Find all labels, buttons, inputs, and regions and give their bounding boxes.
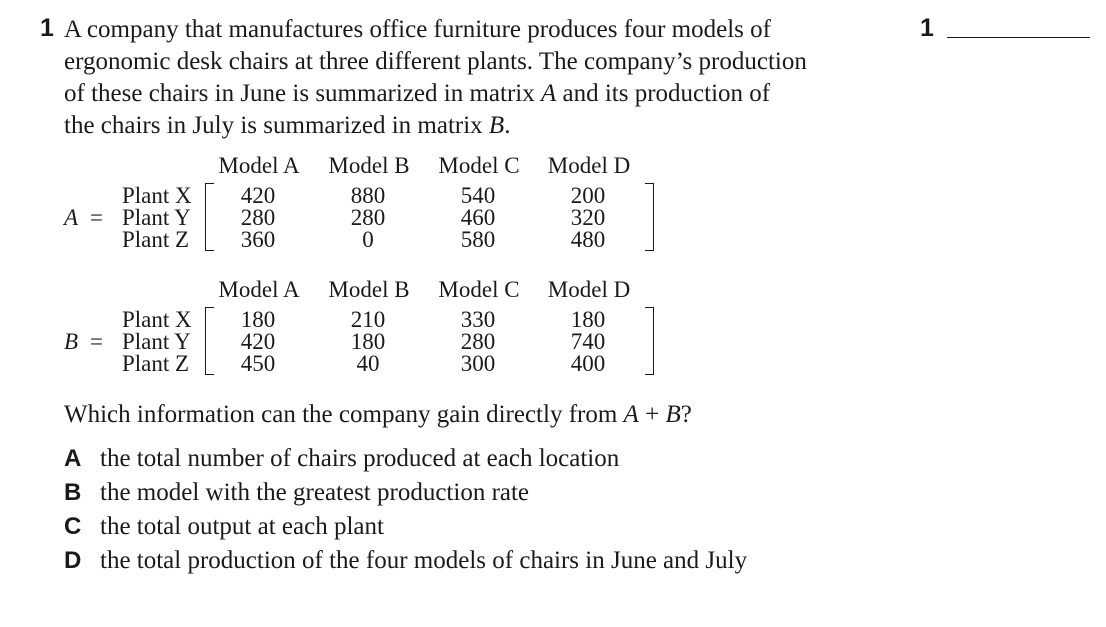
row-label: Plant Y [122, 329, 191, 354]
stem-line: of these chairs in June is summarized in matrix A and its production of [64, 80, 771, 107]
equals-sign: = [90, 205, 103, 230]
choice-letter: D [64, 547, 82, 574]
choice-text: the total production of the four models of chairs in June and July [100, 547, 748, 574]
question-prompt: Which information can the company gain directly from A + B? [64, 401, 692, 428]
choice-letter: B [64, 479, 82, 506]
left-bracket [205, 307, 214, 375]
matrix-cell: 580 [460, 227, 496, 252]
choice-a[interactable] [64, 444, 619, 474]
column-header: Model D [547, 277, 631, 302]
matrix-b [0, 279, 700, 379]
row-label: Plant X [122, 183, 192, 208]
matrix-cell: 180 [570, 307, 606, 332]
matrix-cell: 320 [570, 205, 606, 230]
matrix-cell: 400 [570, 351, 606, 376]
matrix-cell: 420 [240, 329, 276, 354]
matrix-cell: 740 [570, 329, 606, 354]
column-header: Model B [328, 277, 410, 302]
matrix-cell: 280 [460, 329, 496, 354]
equals-sign: = [90, 329, 103, 354]
column-header: Model A [218, 153, 300, 178]
matrix-cell: 0 [362, 227, 374, 252]
stem-line: ergonomic desk chairs at three different plants. The company’s production [64, 48, 807, 75]
row-label: Plant Z [122, 351, 190, 376]
right-bracket [645, 183, 654, 251]
column-header: Model A [218, 277, 300, 302]
row-label: Plant Y [122, 205, 191, 230]
matrix-cell: 300 [460, 351, 496, 376]
matrix-name: A [64, 205, 79, 230]
matrix-cell: 210 [350, 307, 386, 332]
column-header: Model C [438, 153, 520, 178]
matrix-cell: 540 [460, 183, 496, 208]
matrix-cell: 40 [356, 351, 380, 376]
question-number: 1 [40, 14, 54, 42]
row-label: Plant X [122, 307, 192, 332]
left-bracket [205, 183, 214, 251]
choice-d[interactable] [64, 546, 747, 576]
matrix-cell: 280 [240, 205, 276, 230]
choice-c[interactable] [64, 512, 384, 542]
stem-line: A company that manufactures office furniture produces four models of [64, 16, 771, 43]
answer-line[interactable] [947, 37, 1090, 38]
matrix-cell: 280 [350, 205, 386, 230]
matrix-cell: 450 [240, 351, 276, 376]
matrix-cell: 420 [240, 183, 276, 208]
row-label: Plant Z [122, 227, 190, 252]
choice-b[interactable] [64, 478, 529, 508]
matrix-name: B [64, 329, 79, 354]
matrix-cell: 880 [350, 183, 386, 208]
matrix-cell: 460 [460, 205, 496, 230]
stem-line: the chairs in July is summarized in matrix B. [64, 112, 511, 139]
matrix-cell: 200 [570, 183, 606, 208]
question-stem [64, 14, 894, 142]
answer-number: 1 [920, 14, 934, 42]
column-header: Model B [328, 153, 410, 178]
choice-text: the total number of chairs produced at each location [100, 445, 620, 472]
matrix-cell: 180 [240, 307, 276, 332]
matrix-cell: 480 [570, 227, 606, 252]
column-header: Model D [547, 153, 631, 178]
matrix-cell: 180 [350, 329, 386, 354]
matrix-cell: 330 [460, 307, 496, 332]
right-bracket [645, 307, 654, 375]
choice-text: the total output at each plant [100, 513, 384, 540]
matrix-cell: 360 [240, 227, 276, 252]
choice-text: the model with the greatest production rate [100, 479, 530, 506]
column-header: Model C [438, 277, 520, 302]
choice-letter: A [64, 445, 82, 472]
choice-letter: C [64, 513, 82, 540]
matrix-a [0, 155, 700, 255]
